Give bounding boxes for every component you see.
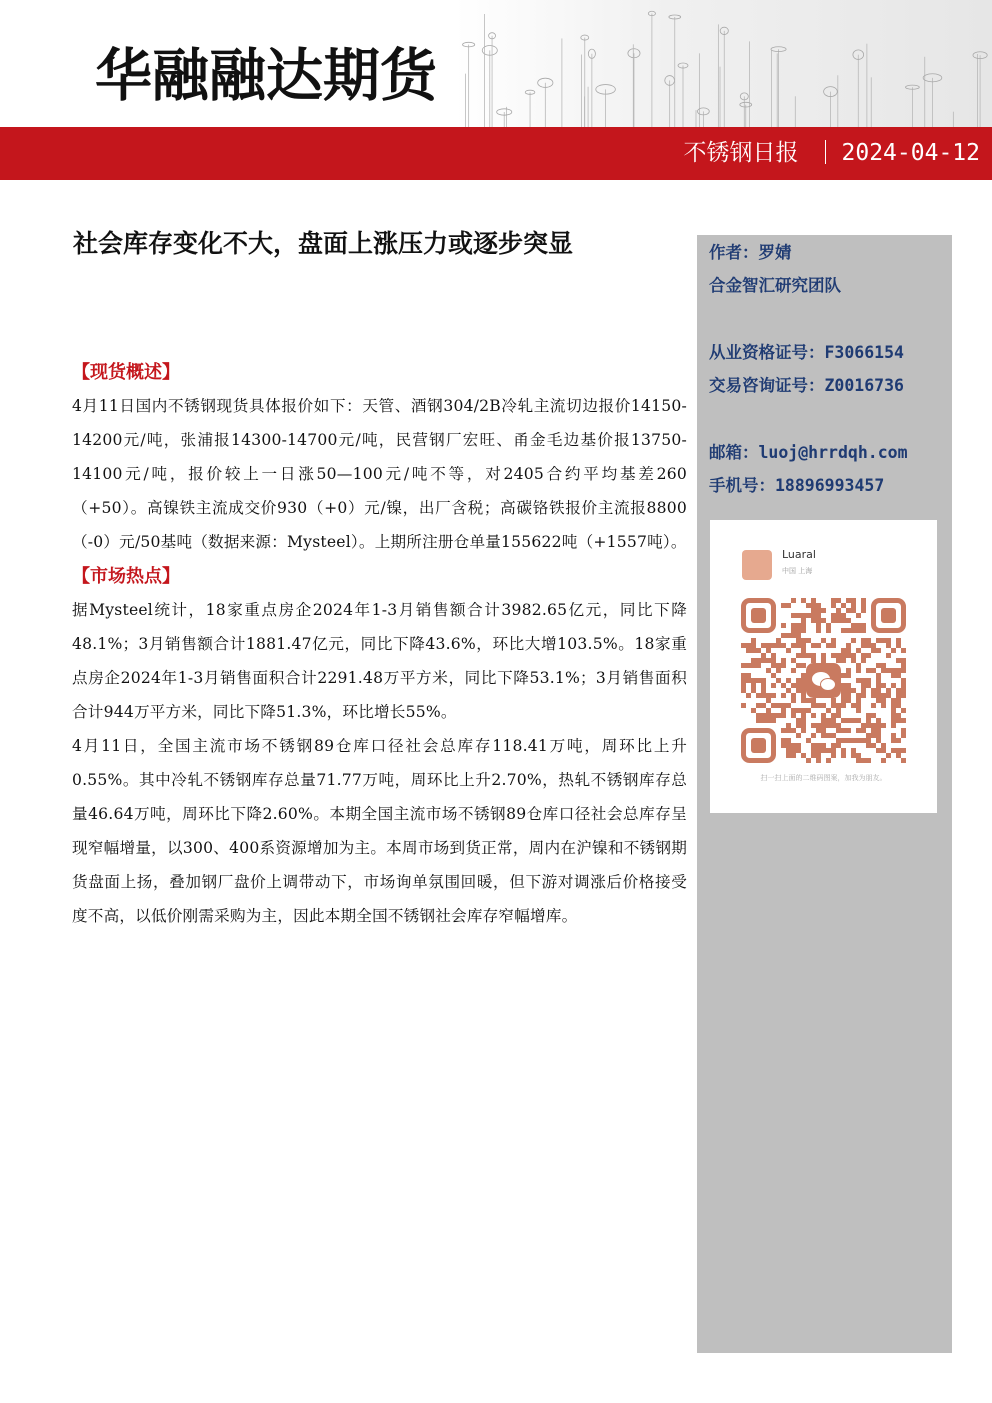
- section-heading-market: 【市场热点】: [72, 566, 180, 587]
- market-paragraph-1: 据Mysteel统计，18家重点房企2024年1-3月销售额合计3982.65亿元，同比下降48.1%；3月销售额合计1881.47亿元，同比下降43.6%，环比大增103.5%。18家重点房企2024年1-3月销售面积合计2291.48万平方米，同比下降53.1%；3月销售面积合计944万平方米，同比下降51.3%，环比增长55%。: [72, 601, 687, 721]
- banner-divider: [825, 140, 826, 164]
- avatar: [742, 550, 772, 580]
- email[interactable]: 邮箱：luoj@hrrdqh.com: [709, 443, 908, 462]
- license-number: 从业资格证号：F3066154: [709, 343, 904, 362]
- qr-contact-name: Luaral: [782, 548, 816, 561]
- report-date: 2024-04-12: [841, 140, 980, 166]
- header-decoration: [455, 0, 992, 127]
- section-heading-spot: 【现货概述】: [72, 362, 180, 383]
- spot-paragraph: 4月11日国内不锈钢现货具体报价如下：天管、酒钢304/2B冷轧主流切边报价14150-14200元/吨，张浦报14300-14700元/吨，民营钢厂宏旺、甬金毛边基价报13750-14100元/吨，报价较上一日涨50—100元/吨不等，对2405合约平均基差260（+50）。高镍铁主流成交价930（+0）元/镍，出厂含税；高碳铬铁报价主流报8800（-0）元/50基吨（数据来源：Mysteel）。上期所注册仓单量155622吨（+1557吨）。: [72, 397, 687, 551]
- qr-caption: 扫一扫上面的二维码图案，加我为朋友。: [760, 774, 887, 782]
- author-name: 作者：罗婧: [709, 243, 792, 262]
- report-body: [72, 357, 687, 933]
- author-sidebar: [697, 235, 952, 1353]
- team-name: 合金智汇研究团队: [709, 276, 841, 295]
- qr-code-icon: [741, 598, 906, 763]
- wechat-qr-card: [710, 520, 937, 813]
- qr-contact-region: 中国 上海: [782, 567, 813, 575]
- report-type: 不锈钢日报: [683, 140, 799, 166]
- phone-number: 手机号：18896993457: [709, 476, 885, 495]
- report-title: 社会库存变化不大，盘面上涨压力或逐步突显: [73, 229, 574, 258]
- brand-logo: 华融融达期货: [95, 43, 437, 109]
- report-banner: [0, 127, 992, 180]
- market-paragraph-2: 4月11日，全国主流市场不锈钢89仓库口径社会总库存118.41万吨，周环比上升0.55%。其中冷轧不锈钢库存总量71.77万吨，周环比上升2.70%，热轧不锈钢库存总量46.64万吨，周环比下降2.60%。本期全国主流市场不锈钢89仓库口径社会总库存呈现窄幅增量，以300、400系资源增加为主。本周市场到货正常，周内在沪镍和不锈钢期货盘面上扬，叠加钢厂盘价上调带动下，市场询单氛围回暖，但下游对调涨后价格接受度不高，以低价刚需采购为主，因此本期全国不锈钢社会库存窄幅增库。: [72, 737, 687, 925]
- consult-number: 交易咨询证号：Z0016736: [709, 376, 904, 395]
